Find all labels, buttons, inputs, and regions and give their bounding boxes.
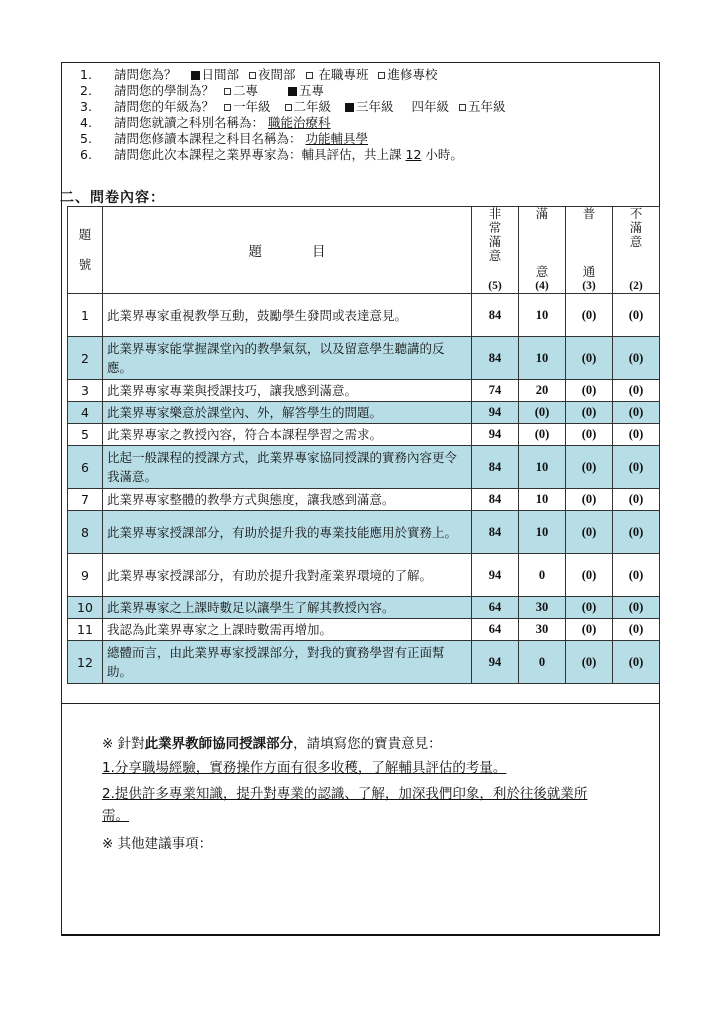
table-row [68, 402, 660, 424]
neutral-count: (0) [566, 511, 613, 554]
very-satisfied-count: 64 [472, 619, 519, 641]
neutral-count: (0) [566, 424, 613, 446]
checkbox-icon[interactable] [459, 104, 466, 111]
checkbox-icon[interactable] [306, 72, 313, 79]
opinion-line-2: 2.提供許多專業知識，提升對專業的認識、了解，加深我們印象，利於往後就業所 [102, 786, 588, 802]
neutral-count: (0) [566, 489, 613, 511]
dissatisfied-count: (0) [613, 337, 660, 380]
satisfied-count: (0) [519, 402, 566, 424]
dissatisfied-count: (0) [613, 294, 660, 337]
opinion-prompt: ※ 針對此業界教師協同授課部分，請填寫您的寶貴意見： [102, 736, 442, 752]
header-very-satisfied: 非 常 滿 意 (5) [472, 207, 519, 294]
very-satisfied-count: 84 [472, 337, 519, 380]
dissatisfied-count: (0) [613, 641, 660, 684]
satisfied-count: 10 [519, 511, 566, 554]
info-q6: 6. 請問您此次本課程之業界專家為：輔具評估，共上課 12 小時。 [80, 147, 463, 162]
satisfied-count: 10 [519, 446, 566, 489]
question-text: 此業界專家樂意於課堂內、外，解答學生的問題。 [103, 402, 472, 424]
question-text: 比起一般課程的授課方式，此業界專家協同授課的實務內容更令我滿意。 [103, 446, 472, 489]
neutral-count: (0) [566, 641, 613, 684]
question-number: 10 [68, 597, 103, 619]
dissatisfied-count: (0) [613, 619, 660, 641]
very-satisfied-count: 94 [472, 554, 519, 597]
question-number: 2 [68, 337, 103, 380]
checkbox-icon[interactable] [285, 104, 292, 111]
question-text: 此業界專家授課部分，有助於提升我對產業界環境的了解。 [103, 554, 472, 597]
header-satisfied: 滿 意 (4) [519, 207, 566, 294]
dissatisfied-count: (0) [613, 511, 660, 554]
satisfied-count: 10 [519, 294, 566, 337]
satisfied-count: 30 [519, 619, 566, 641]
question-number: 6 [68, 446, 103, 489]
very-satisfied-count: 84 [472, 489, 519, 511]
question-text: 此業界專家之教授內容，符合本課程學習之需求。 [103, 424, 472, 446]
basic-info-list [70, 67, 506, 163]
neutral-count: (0) [566, 380, 613, 402]
dissatisfied-count: (0) [613, 424, 660, 446]
question-number: 1 [68, 294, 103, 337]
table-row [68, 619, 660, 641]
checkbox-icon[interactable] [224, 88, 231, 95]
neutral-count: (0) [566, 597, 613, 619]
very-satisfied-count: 64 [472, 597, 519, 619]
question-number: 5 [68, 424, 103, 446]
opinion-line-1: 1.分享職場經驗，實務操作方面有很多收穫，了解輔具評估的考量。 [102, 760, 507, 776]
question-number: 7 [68, 489, 103, 511]
other-suggestions: ※ 其他建議事項： [102, 836, 213, 852]
table-row [68, 446, 660, 489]
table-row [68, 641, 660, 684]
header-question-title: 題 目 [103, 207, 472, 294]
checkbox-icon[interactable] [378, 72, 385, 79]
table-row [68, 294, 660, 337]
checkbox-icon[interactable] [224, 104, 231, 111]
dissatisfied-count: (0) [613, 402, 660, 424]
neutral-count: (0) [566, 446, 613, 489]
question-text: 總體而言，由此業界專家授課部分，對我的實務學習有正面幫助。 [103, 641, 472, 684]
info-q1: 1. 請問您為？ 日間部 夜間部 在職專班 進修專校 [80, 67, 438, 82]
header-neutral: 普 通 (3) [566, 207, 613, 294]
satisfied-count: (0) [519, 424, 566, 446]
checked-box-icon[interactable] [191, 71, 200, 80]
satisfied-count: 0 [519, 554, 566, 597]
info-q3: 3. 請問您的年級為？ 一年級 二年級 三年級 四年級 五年級 [80, 99, 506, 114]
checkbox-icon[interactable] [249, 72, 256, 79]
table-row [68, 424, 660, 446]
very-satisfied-count: 94 [472, 424, 519, 446]
header-question-number: 題 號 [68, 207, 103, 294]
question-text: 此業界專家重視教學互動，鼓勵學生發問或表達意見。 [103, 294, 472, 337]
checked-box-icon[interactable] [288, 87, 297, 96]
survey-table [67, 206, 660, 684]
survey-sheet [61, 62, 660, 936]
neutral-count: (0) [566, 337, 613, 380]
satisfied-count: 10 [519, 489, 566, 511]
question-text: 此業界專家授課部分，有助於提升我的專業技能應用於實務上。 [103, 511, 472, 554]
table-row [68, 511, 660, 554]
question-text: 此業界專家之上課時數足以讓學生了解其教授內容。 [103, 597, 472, 619]
dissatisfied-count: (0) [613, 597, 660, 619]
satisfied-count: 10 [519, 337, 566, 380]
very-satisfied-count: 84 [472, 511, 519, 554]
info-q2: 2. 請問您的學制為？ 二專 五專 [80, 83, 325, 98]
neutral-count: (0) [566, 294, 613, 337]
table-row [68, 554, 660, 597]
table-row [68, 337, 660, 380]
question-number: 8 [68, 511, 103, 554]
opinion-section [62, 703, 659, 937]
question-number: 9 [68, 554, 103, 597]
question-number: 3 [68, 380, 103, 402]
dissatisfied-count: (0) [613, 380, 660, 402]
section-title: 二、問卷內容： [60, 190, 165, 206]
info-q5: 5. 請問您修讀本課程之科目名稱為： 功能輔具學 [80, 131, 369, 146]
very-satisfied-count: 84 [472, 294, 519, 337]
info-q4: 4. 請問您就讀之科別名稱為： 職能治療科 [80, 115, 331, 130]
very-satisfied-count: 94 [472, 641, 519, 684]
neutral-count: (0) [566, 402, 613, 424]
question-number: 12 [68, 641, 103, 684]
table-row [68, 597, 660, 619]
question-text: 我認為此業界專家之上課時數需再增加。 [103, 619, 472, 641]
very-satisfied-count: 94 [472, 402, 519, 424]
satisfied-count: 20 [519, 380, 566, 402]
table-row [68, 489, 660, 511]
opinion-line-2-cont: 需。 [102, 808, 129, 824]
question-text: 此業界專家專業與授課技巧，讓我感到滿意。 [103, 380, 472, 402]
very-satisfied-count: 84 [472, 446, 519, 489]
satisfied-count: 0 [519, 641, 566, 684]
very-satisfied-count: 74 [472, 380, 519, 402]
question-number: 4 [68, 402, 103, 424]
satisfied-count: 30 [519, 597, 566, 619]
checked-box-icon[interactable] [345, 103, 354, 112]
question-text: 此業界專家整體的教學方式與態度，讓我感到滿意。 [103, 489, 472, 511]
dissatisfied-count: (0) [613, 446, 660, 489]
neutral-count: (0) [566, 619, 613, 641]
dissatisfied-count: (0) [613, 489, 660, 511]
dissatisfied-count: (0) [613, 554, 660, 597]
header-dissatisfied: 不 滿 意 (2) [613, 207, 660, 294]
neutral-count: (0) [566, 554, 613, 597]
table-row [68, 380, 660, 402]
question-text: 此業界專家能掌握課堂內的教學氣氛，以及留意學生聽講的反應。 [103, 337, 472, 380]
table-header-row [68, 207, 660, 294]
question-number: 11 [68, 619, 103, 641]
